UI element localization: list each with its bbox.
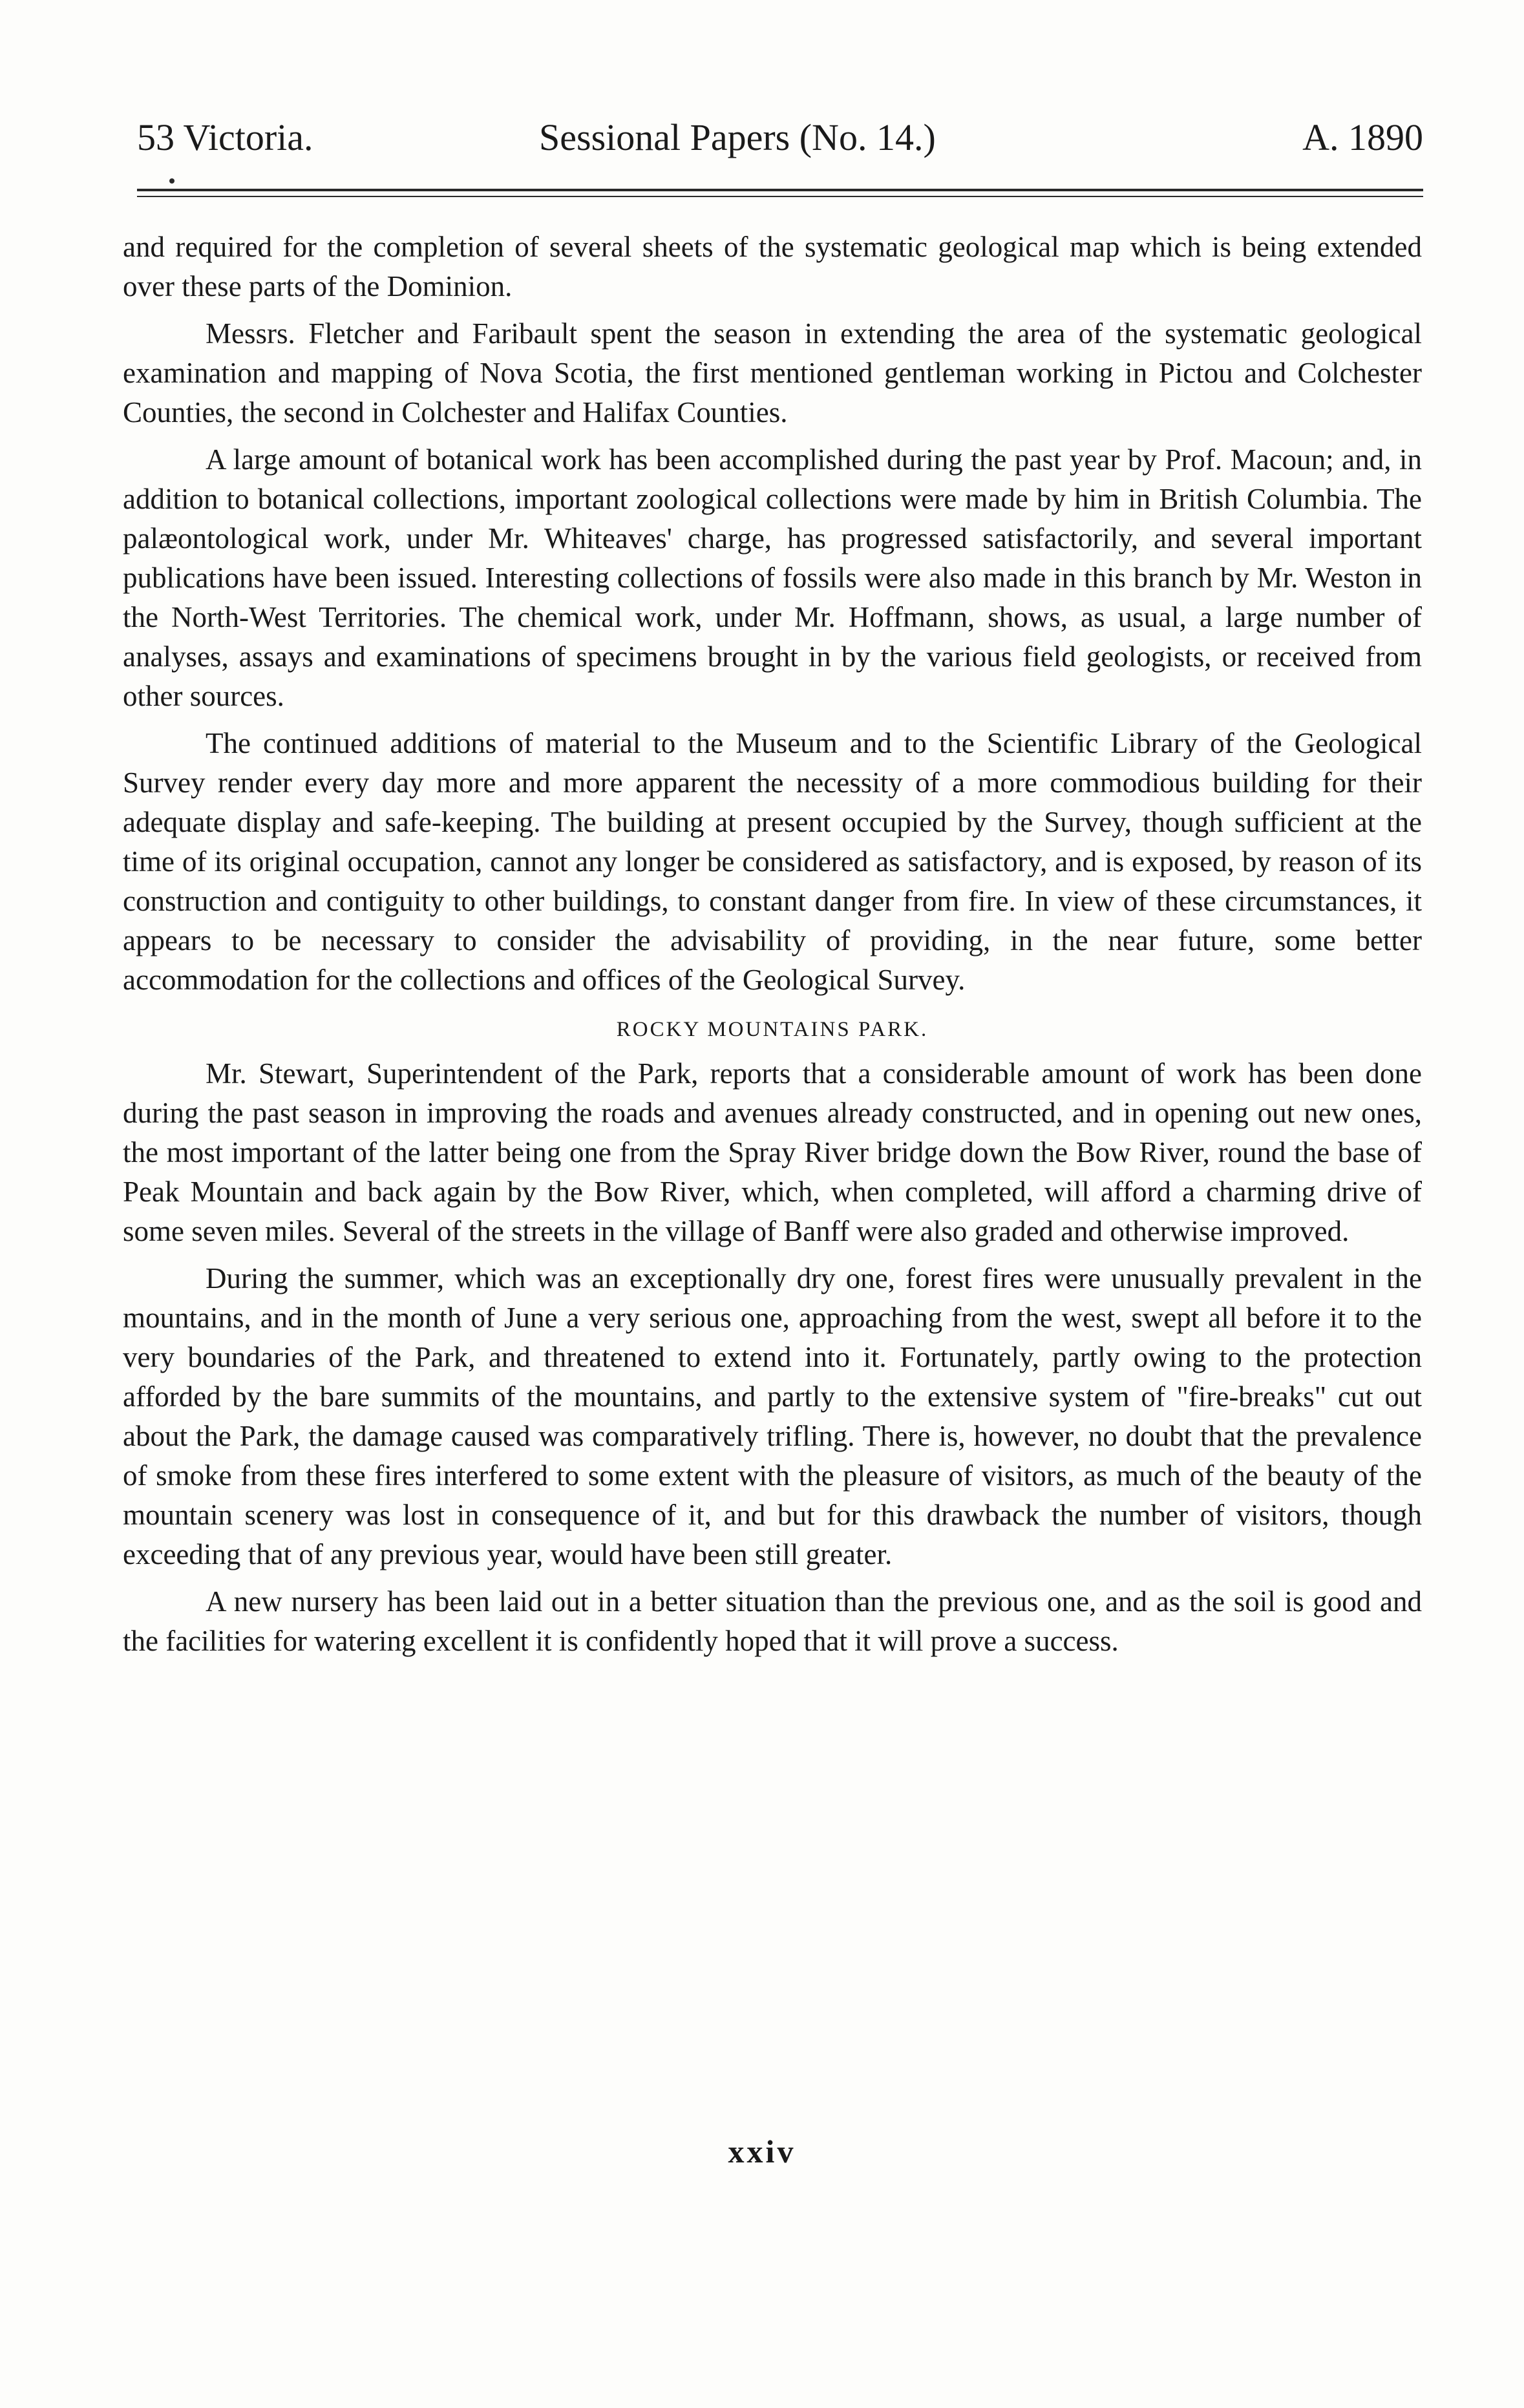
paragraph: Messrs. Fletcher and Faribault spent the season in extending the area of the systematic geological examination and mapping of Nova Scotia, the first mentioned gentleman working in Pictou and Colchester Counties, the second in Colchester and Halifax Counties. xyxy=(123,317,1422,428)
paragraph: and required for the completion of several sheets of the systematic geological map which is being extended over these parts of the Dominion. xyxy=(123,231,1422,302)
paragraph: A large amount of botanical work has been accomplished during the past year by Prof. Macoun; and, in addition to botanical collections, important zoological collections were made by him in British Columbia. The palæontological work, under Mr. Whiteaves' charge, has progressed satisfactorily, and several important publications have been issued. Interesting collections of fossils were also made in this branch by Mr. Weston in the North-West Territories. The chemical work, under Mr. Hoffmann, shows, as usual, a large number of analyses, assays and examinations of specimens brought in by the various field geologists, or received from other sources. xyxy=(123,443,1422,712)
header-title: Sessional Papers (No. 14.) xyxy=(539,116,936,158)
page-number: xxiv xyxy=(728,2133,796,2170)
header-rule-thick xyxy=(137,189,1423,191)
body-text xyxy=(123,227,1422,1669)
paragraph: Mr. Stewart, Superintendent of the Park, reports that a considerable amount of work has been done during the past season in improving the roads and avenues already constructed, and in opening out new ones, the most important of the latter being one from the Spray River bridge down the Bow River, round the base of Peak Mountain and back again by the Bow River, which, when completed, will afford a charming drive of some seven miles. Several of the streets in the village of Banff were also graded and otherwise improved. xyxy=(123,1057,1422,1247)
page-header xyxy=(137,109,1423,167)
section-heading: ROCKY MOUNTAINS PARK. xyxy=(616,1018,929,1041)
paragraph: A new nursery has been laid out in a better situation than the previous one, and as the soil is good and the facilities for watering excellent it is confidently hoped that it will prove a success. xyxy=(123,1585,1422,1657)
header-year: A. 1890 xyxy=(1302,116,1423,158)
header-rule-thin xyxy=(137,196,1423,197)
header-dot xyxy=(169,178,175,184)
paragraph: The continued additions of material to the Museum and to the Scientific Library of the Geological Survey render every day more and more apparent the necessity of a more commodious building for their adequate display and safe-keeping. The building at present occupied by the Survey, though sufficient at the time of its original occupation, cannot any longer be considered as satisfactory, and is exposed, by reason of its construction and contiguity to other buildings, to constant danger from fire. In view of these circumstances, it appears to be necessary to consider the advisability of providing, in the near future, some better accommodation for the collections and offices of the Geological Survey. xyxy=(123,727,1422,996)
header-volume: 53 Victoria. xyxy=(137,116,313,158)
paragraph: During the summer, which was an exceptionally dry one, forest fires were unusually prevalent in the mountains, and in the month of June a very serious one, approaching from the west, swept all before it to the very boundaries of the Park, and threatened to extend into it. Fortunately, partly owing to the protection afforded by the bare summits of the mountains, and partly to the extensive system of "fire-breaks" cut out about the Park, the damage caused was comparatively trifling. There is, however, no doubt that the prevalence of smoke from these fires interfered to some extent with the pleasure of visitors, as much of the beauty of the mountain scenery was lost in consequence of it, and but for this drawback the number of visitors, though exceeding that of any previous year, would have been still greater. xyxy=(123,1262,1422,1570)
